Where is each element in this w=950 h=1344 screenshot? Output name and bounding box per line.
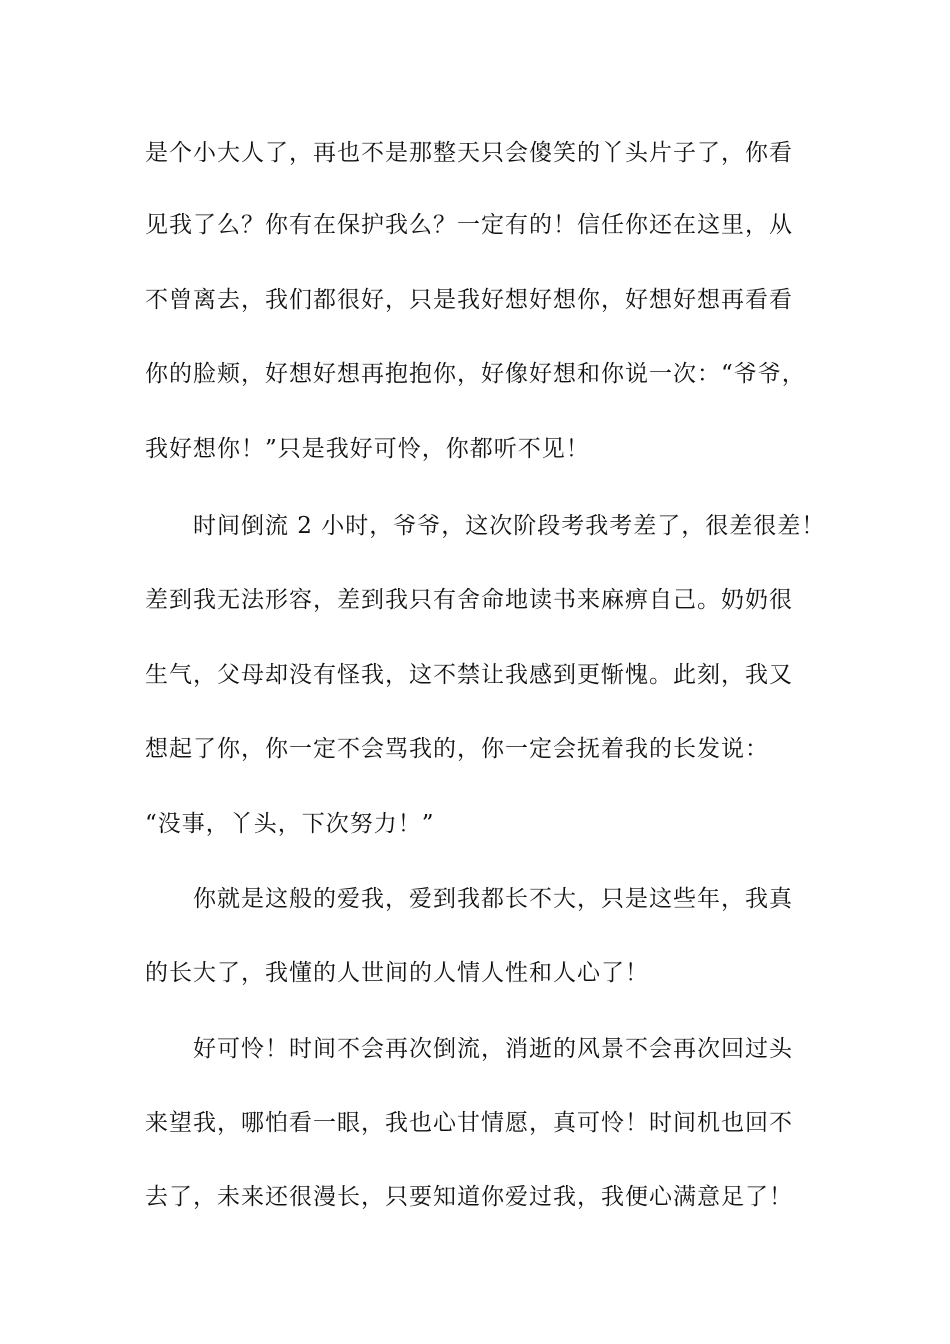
paragraph-start-line: 你就是这般的爱我，爱到我都长不大，只是这些年，我真	[193, 886, 793, 912]
text-line: “没事，丫头，下次努力！”	[145, 811, 435, 837]
text-line: 去了，未来还很漫长，只要知道你爱过我，我便心满意足了！	[145, 1184, 793, 1210]
text-line: 的长大了，我懂的人世间的人情人性和人心了！	[145, 960, 649, 986]
paragraph-start-line: 时间倒流 2 小时，爷爷，这次阶段考我考差了，很差很差！	[193, 513, 826, 539]
text-line: 不曾离去，我们都很好，只是我好想好想你，好想好想再看看	[145, 287, 793, 313]
text-line: 生气，父母却没有怪我，这不禁让我感到更惭愧。此刻，我又	[145, 662, 793, 688]
paragraph-start-line: 好可怜！时间不会再次倒流，消逝的风景不会再次回过头	[193, 1036, 793, 1062]
text-line: 想起了你，你一定不会骂我的，你一定会抚着我的长发说：	[145, 736, 769, 762]
text-line: 你的脸颊，好想好想再抱抱你，好像好想和你说一次：“爷爷，	[145, 361, 806, 387]
text-line: 我好想你！”只是我好可怜，你都听不见！	[145, 436, 590, 462]
text-line: 是个小大人了，再也不是那整天只会傻笑的丫头片子了，你看	[145, 140, 793, 166]
text-line: 差到我无法形容，差到我只有舍命地读书来麻痹自己。奶奶很	[145, 587, 793, 613]
text-line: 来望我，哪怕看一眼，我也心甘情愿，真可怜！时间机也回不	[145, 1110, 793, 1136]
text-line: 见我了么？你有在保护我么？一定有的！信任你还在这里，从	[145, 212, 793, 238]
